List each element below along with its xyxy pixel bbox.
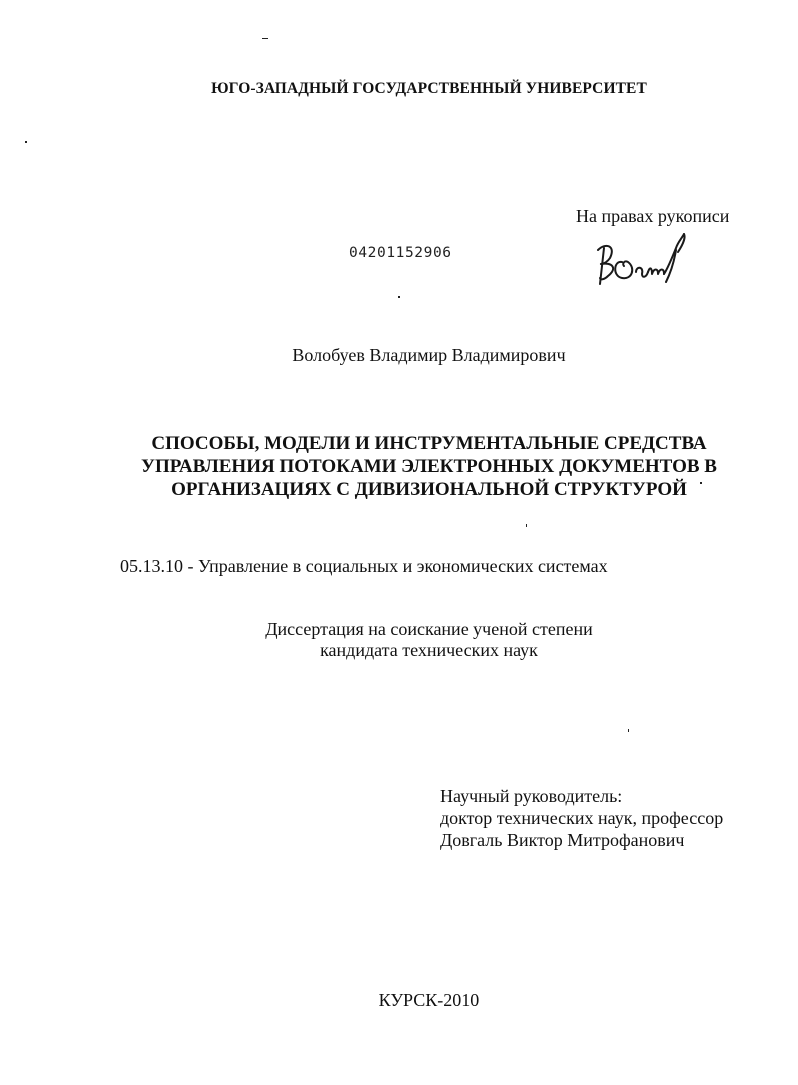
title-line: СПОСОБЫ, МОДЕЛИ И ИНСТРУМЕНТАЛЬНЫЕ СРЕДСТВА <box>151 433 707 454</box>
supervisor-label: Научный руководитель: <box>440 786 623 806</box>
author-name: Волобуев Владимир Владимирович <box>292 345 566 365</box>
degree-line: кандидата технических наук <box>320 640 538 660</box>
archive-stamp-number: 04201152906 <box>349 245 452 261</box>
supervisor-name: Довгаль Виктор Митрофанович <box>440 830 685 850</box>
scan-speck <box>262 38 268 39</box>
scan-speck <box>526 524 527 527</box>
scan-speck <box>25 141 27 143</box>
scan-speck <box>628 729 629 732</box>
supervisor-block <box>440 785 723 851</box>
supervisor-degree: доктор технических наук, профессор <box>440 808 724 828</box>
author-signature <box>592 228 692 292</box>
degree-statement <box>230 619 628 661</box>
scan-speck <box>398 296 400 298</box>
city-year: КУРСК-2010 <box>378 990 480 1010</box>
dissertation-title <box>100 432 758 501</box>
title-line: ОРГАНИЗАЦИЯХ С ДИВИЗИОНАЛЬНОЙ СТРУКТУРОЙ <box>171 479 687 500</box>
manuscript-note: На правах рукописи <box>576 206 730 226</box>
title-line: УПРАВЛЕНИЯ ПОТОКАМИ ЭЛЕКТРОННЫХ ДОКУМЕНТОВ В <box>141 456 717 477</box>
specialty-code: 05.13.10 - Управление в социальных и экономических системах <box>120 556 608 576</box>
degree-line: Диссертация на соискание ученой степени <box>265 619 593 639</box>
university-name: ЮГО-ЗАПАДНЫЙ ГОСУДАРСТВЕННЫЙ УНИВЕРСИТЕТ <box>211 80 647 97</box>
